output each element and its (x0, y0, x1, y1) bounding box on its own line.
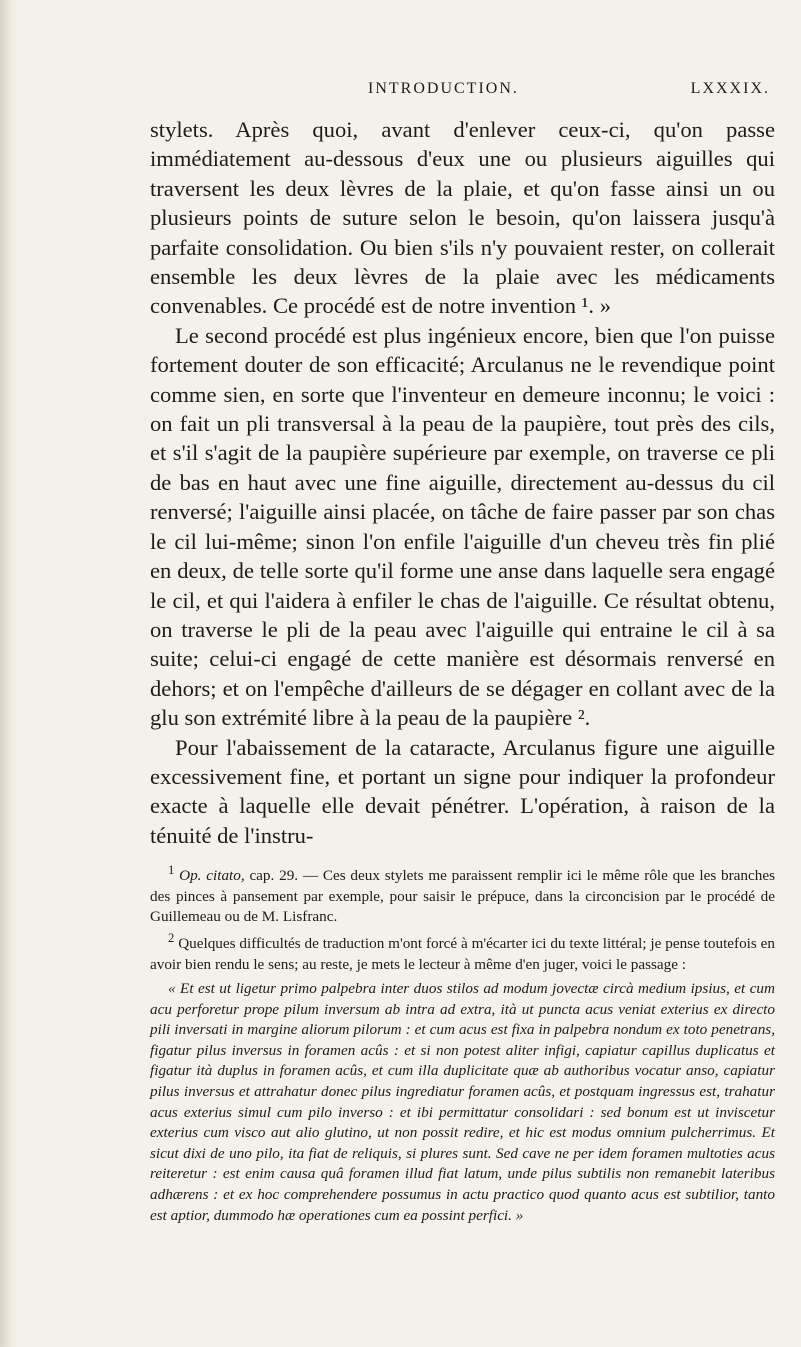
footnote-2: $^2$ Quelques difficultés de traduction m'ont forcé à m'écarter ici du texte littéral; je pense toutefois en avoir bien rendu le sens; au reste, je mets le lecteur à même d'en juger, voici le passage : (150, 930, 775, 973)
footnote-1: $^1$ Op. citato, cap. 29. — Ces deux stylets me paraissent remplir ici le même rôle que les branches des pinces à pansement par exemple, pour saisir le prépuce, dans la circoncision par le procédé de Guillemeau ou de M. Lisfranc. (150, 863, 776, 926)
footnotes (150, 860, 775, 1226)
paragraph-2: Le second procédé est plus ingénieux encore, bien que l'on puisse fortement douter de son efficacité; Arculanus ne le revendique point comme sien, en sorte que l'inventeur en demeure inconnu; le voici : on fait un pli transversal à la peau de la paupière, tout près des cils, et s'il s'agit de la paupière supérieure par exemple, on traverse ce pli de bas en haut avec une fine aiguille, directement au-dessus du cil renversé; l'aiguille ainsi placée, on tâche de faire passer par son chas le cil lui-même; sinon l'on enfile l'aiguille d'un cheveu très fin plié en deux, de telle sorte qu'il forme une anse dans laquelle sera engagé le cil, et qui l'aidera à enfiler le chas de l'aiguille. Ce résultat obtenu, on traverse le pli de la peau avec l'aiguille qui entraine le cil à sa suite; celui-ci engagé de cette manière est désormais renversé en dehors; et on l'empêche d'ailleurs de se dégager en collant avec de la glu son extrémité libre à la peau de la paupière ². (150, 322, 775, 731)
running-title: INTRODUCTION. (368, 80, 519, 97)
latin-quotation: « Et est ut ligetur primo palpebra inter duos stilos ad modum jovectæ circà medium ipsius, et cum acu perforetur prope pilum inversum ab intra ad extra, ità ut puncta acus veniat exterius ex directo pili inversati in margine aliorum pilorum : et cum acus est fixa in palpebra nondum ex toto penetrans, figatur pilus inversus in foramen acûs : et si non potest aliter infigi, capiatur capillus duplicatus et figatur ità duplus in foramen acûs, et cum illa duplicitate quæ ab authoribus vocatur anso, capiatur pilus inversus et attrahatur donec pilus ingrediatur foramen acûs, et postquam ingressus est, trahatur acus exterius simul cum pilo inverso : et ibi permittatur consolidari : sed bonum est ut inviscetur exterius cum visco aut alio glutino, ut non possit redire, et hic est modus omnium pulcherrimus. Et sicut dixi de uno pilo, ita fiat de reliquis, si plures sunt. Sed cave ne per idem foramen multoties acus reiteretur : est enim causa quâ foramen illud fiat latum, unde pilus subtilis non remanebit lateribus adhærens : et ex hoc comprehendere possumus in actu practico quod quanto acus est subtilior, tanto est aptior, dummodo hæ operationes cum ea possint perfici. » (150, 980, 775, 1224)
footnote-2-text: Quelques difficultés de traduction m'ont forcé à m'écarter ici du texte littéral; je pense toutefois en avoir bien rendu le sens; au reste, je mets le lecteur à même d'en juger, voici le passage : (150, 934, 775, 973)
page-number: LXXXIX. (690, 80, 770, 97)
page-edge-shadow (0, 0, 14, 1347)
paragraph-3: Pour l'abaissement de la cataracte, Arculanus figure une aiguille excessivement fine, et portant un signe pour indiquer la profondeur exacte à laquelle elle devait pénétrer. L'opération, à raison de la ténuité de l'instru- (150, 734, 775, 848)
paragraph-1: stylets. Après quoi, avant d'enlever ceux-ci, qu'on passe immédiatement au-dessous d'eux une ou plusieurs aiguilles qui traversent les deux lèvres de la plaie, et qu'on fasse ainsi un ou plusieurs points de suture selon le besoin, qu'on laissera jusqu'à parfaite consolidation. Ou bien s'ils n'y pouvaient rester, on collerait ensemble les deux lèvres de la plaie avec les médicaments convenables. Ce procédé est de notre invention ¹. » (150, 117, 775, 319)
footnote-1-text: cap. 29. — Ces deux stylets me paraissent remplir ici le même rôle que les branches des pinces à pansement par exemple, pour saisir le prépuce, dans la circoncision par le procédé de Guillemeau ou de M. Lisfranc. (150, 867, 776, 926)
main-text (150, 115, 775, 850)
footnote-1-ref: Op. citato, (179, 867, 245, 885)
